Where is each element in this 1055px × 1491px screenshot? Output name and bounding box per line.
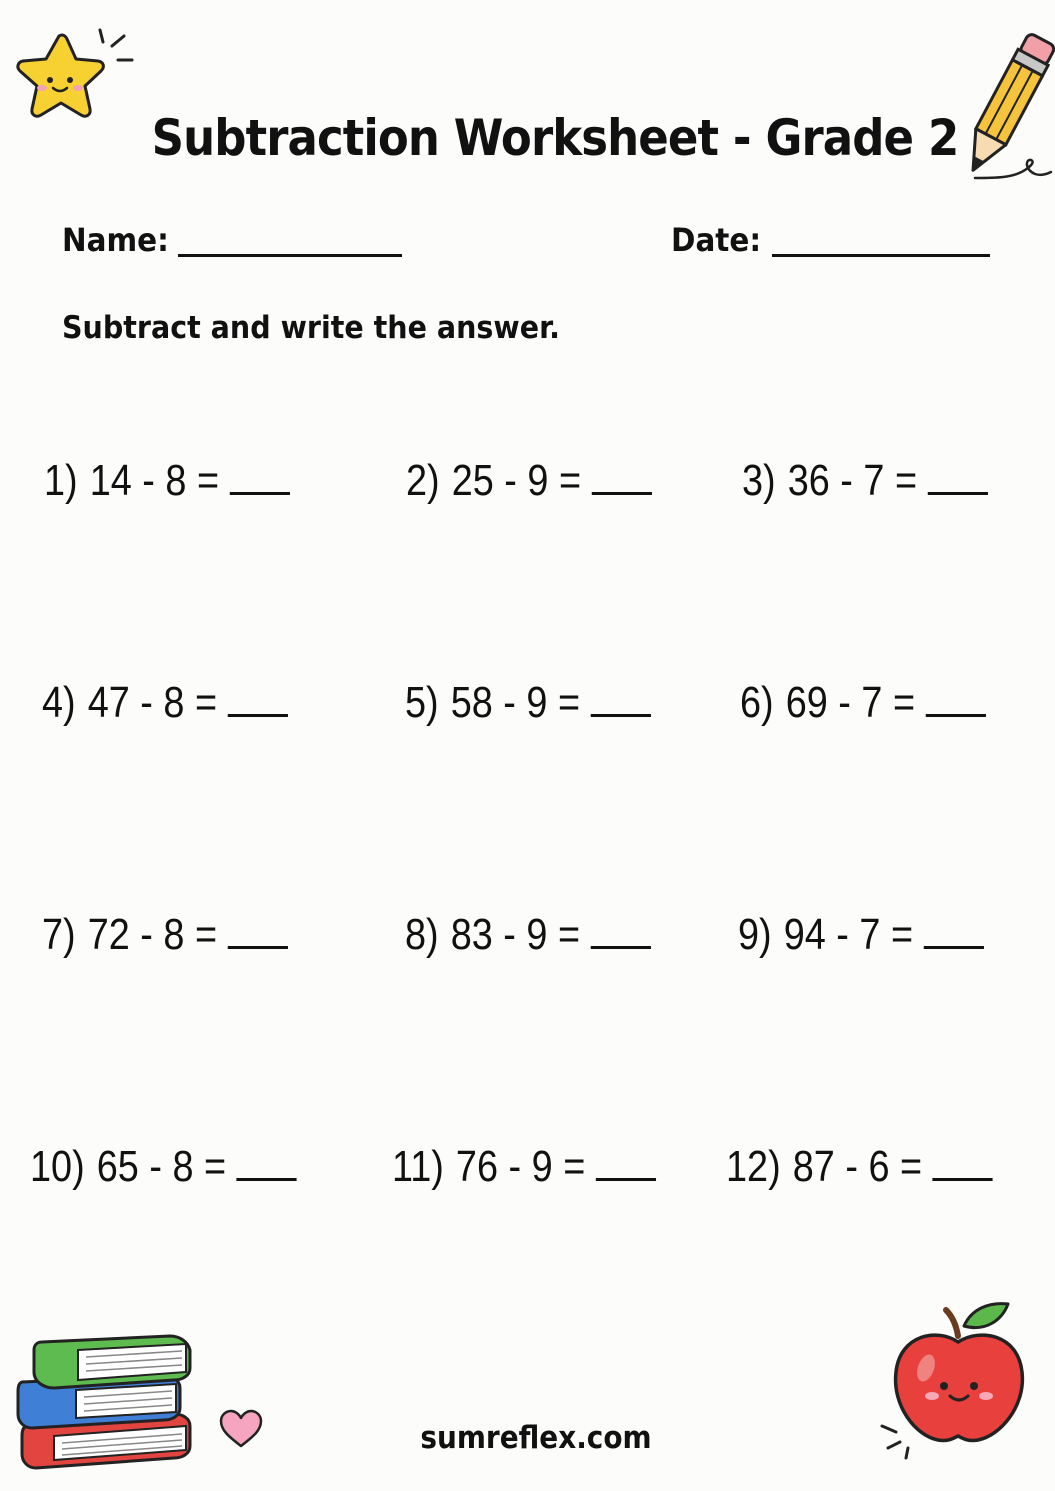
problem-expression: 36 - 7 = — [787, 456, 918, 505]
name-label: Name: — [62, 221, 169, 259]
answer-blank[interactable] — [227, 680, 287, 717]
problem-number: 1) — [44, 456, 78, 505]
problem-number: 7) — [42, 910, 76, 959]
problem-expression: 83 - 9 = — [450, 910, 581, 959]
problem-number: 10) — [30, 1142, 85, 1191]
answer-blank[interactable] — [925, 680, 985, 717]
problem-9 — [738, 910, 984, 960]
answer-blank[interactable] — [590, 912, 650, 949]
answer-blank[interactable] — [236, 1144, 296, 1181]
problem-number: 2) — [406, 456, 440, 505]
smiling-apple-icon — [876, 1298, 1036, 1468]
problem-expression: 87 - 6 = — [792, 1142, 923, 1191]
date-field[interactable] — [772, 254, 990, 257]
problem-11 — [392, 1142, 656, 1192]
website-footer[interactable]: sumreflex.com — [420, 1420, 652, 1456]
name-field[interactable] — [178, 254, 402, 257]
problem-8 — [405, 910, 651, 960]
problem-2 — [406, 456, 652, 506]
problem-expression: 69 - 7 = — [785, 678, 916, 727]
answer-blank[interactable] — [590, 680, 650, 717]
problem-number: 3) — [742, 456, 776, 505]
problem-7 — [42, 910, 288, 960]
problem-expression: 76 - 9 = — [455, 1142, 586, 1191]
page-title: Subtraction Worksheet - Grade 2 — [151, 109, 959, 167]
problem-expression: 65 - 8 = — [96, 1142, 227, 1191]
instructions: Subtract and write the answer. — [62, 310, 560, 346]
answer-blank[interactable] — [927, 458, 987, 495]
answer-blank[interactable] — [227, 912, 287, 949]
problem-number: 11) — [392, 1142, 444, 1191]
problem-4 — [42, 678, 288, 728]
problem-number: 5) — [405, 678, 439, 727]
problem-expression: 14 - 8 = — [89, 456, 220, 505]
problem-number: 8) — [405, 910, 439, 959]
problem-expression: 47 - 8 = — [87, 678, 218, 727]
problem-3 — [742, 456, 988, 506]
answer-blank[interactable] — [229, 458, 289, 495]
answer-blank[interactable] — [596, 1144, 656, 1181]
problem-12 — [726, 1142, 993, 1192]
date-label: Date: — [671, 221, 762, 259]
problem-expression: 25 - 9 = — [451, 456, 582, 505]
problem-number: 4) — [42, 678, 76, 727]
problem-expression: 94 - 7 = — [783, 910, 914, 959]
problem-number: 9) — [738, 910, 772, 959]
answer-blank[interactable] — [591, 458, 651, 495]
problem-number: 12) — [726, 1142, 781, 1191]
problem-expression: 58 - 9 = — [450, 678, 581, 727]
answer-blank[interactable] — [932, 1144, 992, 1181]
problem-expression: 72 - 8 = — [87, 910, 218, 959]
problem-5 — [405, 678, 651, 728]
problem-6 — [740, 678, 986, 728]
problem-10 — [30, 1142, 297, 1192]
answer-blank[interactable] — [923, 912, 983, 949]
problem-1 — [44, 456, 290, 506]
problem-number: 6) — [740, 678, 774, 727]
